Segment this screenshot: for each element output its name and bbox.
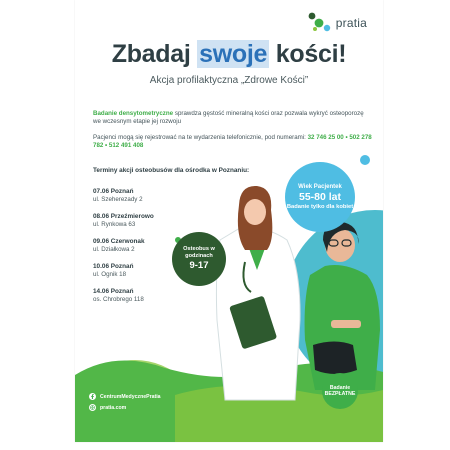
description-rest: sprawdza gęstość mineralną kości oraz pozwala wykryć osteoporozę we wczesnym etapie jej rozwoju (93, 110, 364, 125)
footer-contacts (89, 393, 161, 415)
subtitle: Akcja profilaktyczna „Zdrowe Kości” (149, 75, 309, 86)
facebook-handle: CentrumMedycznePratia (100, 393, 161, 400)
schedule-item (93, 288, 154, 304)
phone-numbers[interactable]: 32 746 25 00 • 502 278 782 • 512 491 408 (93, 134, 372, 149)
schedule-item (93, 188, 154, 204)
schedule-item (93, 238, 154, 254)
poster (75, 0, 383, 442)
title-part1: Zbadaj (111, 40, 198, 68)
facebook-icon (89, 393, 96, 400)
schedule-address: ul. Działkowa 2 (93, 246, 135, 253)
pratia-logo-icon (307, 12, 333, 34)
pratia-logo[interactable] (307, 12, 367, 34)
website-link[interactable] (89, 404, 161, 411)
age-badge (285, 162, 355, 232)
schedule-date: 07.06 Poznań (93, 188, 134, 195)
age-badge-label: Wiek Pacjentek (298, 183, 342, 190)
schedule-address: ul. Ognik 18 (93, 271, 127, 278)
globe-icon (89, 404, 96, 411)
description-lead: Badanie densytometryczne (93, 110, 174, 117)
age-badge-range: 55-80 lat (298, 190, 342, 203)
schedule-address: ul. Rynkowa 63 (93, 221, 136, 228)
schedule-date: 08.06 Przeźmierowo (93, 213, 154, 220)
website-url: pratia.com (100, 404, 127, 411)
registration-text: Pacjenci mogą się rejestrować na te wydarzenia telefonicznie, pod numerami: (93, 134, 308, 141)
hours-badge-value: 9-17 (189, 260, 209, 271)
age-badge-note: Badanie tylko dla kobiet (286, 203, 354, 210)
schedule-list (93, 188, 154, 313)
hours-badge-label: Osteobus w godzinach (183, 246, 215, 259)
schedule-title: Terminy akcji osteobusów dla ośrodka w Poznaniu: (93, 167, 250, 174)
doctor-figure (216, 186, 300, 400)
schedule-item (93, 263, 154, 279)
dot-blue (360, 155, 370, 165)
schedule-item (93, 213, 154, 229)
facebook-link[interactable] (89, 393, 161, 400)
schedule-date: 10.06 Poznań (93, 263, 134, 270)
hours-badge (172, 232, 226, 286)
free-badge-line1: Badanie (329, 384, 351, 391)
registration-info (93, 134, 373, 150)
title-highlight: swoje (199, 40, 268, 68)
page-title (75, 40, 383, 69)
title-part2: kości! (269, 40, 347, 68)
brand-name: pratia (335, 16, 367, 30)
free-badge (322, 373, 358, 409)
description (93, 110, 365, 126)
schedule-date: 14.06 Poznań (93, 288, 134, 295)
free-badge-line2: BEZPŁATNE (324, 391, 356, 397)
schedule-address: os. Chrobrego 118 (93, 296, 144, 303)
schedule-address: ul. Szeherezady 2 (93, 196, 143, 203)
schedule-date: 09.06 Czerwonak (93, 238, 145, 245)
